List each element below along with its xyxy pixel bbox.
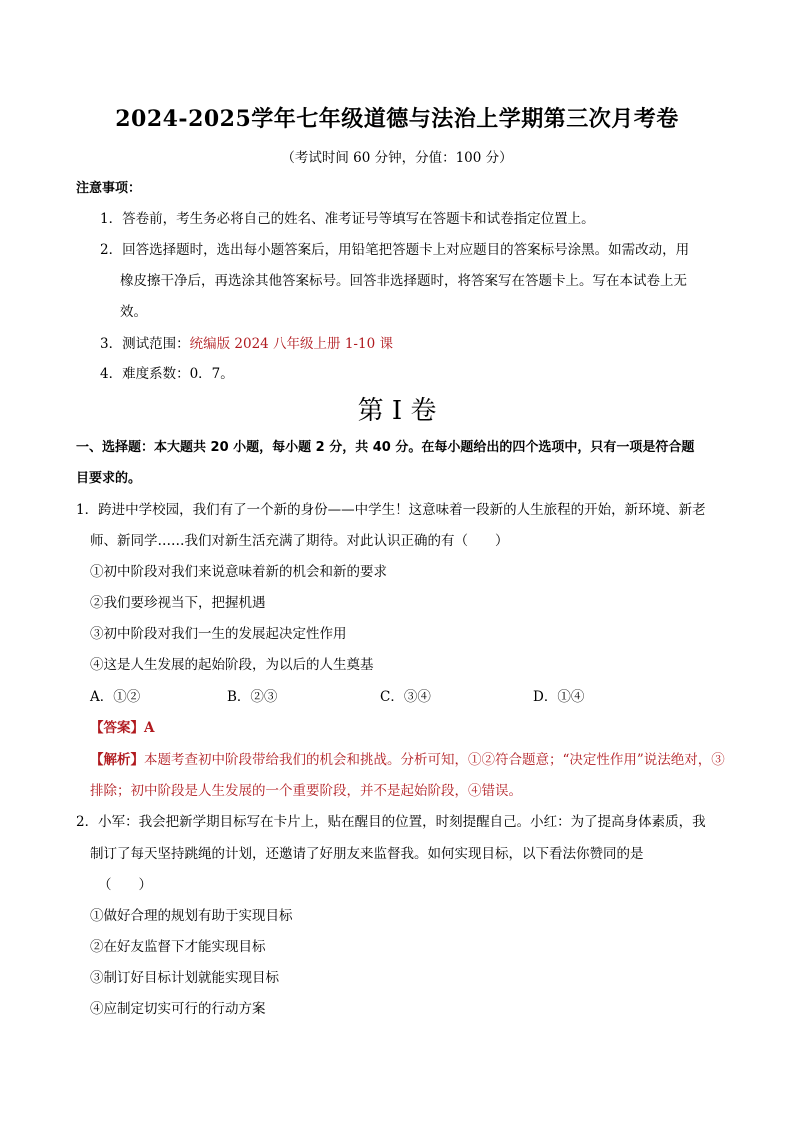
section-title: 第 I 卷 xyxy=(357,396,437,426)
notice-item-text: 测试范围： xyxy=(122,336,190,352)
notice-item-2-cont: 效。 xyxy=(120,304,147,320)
question-number: 1． xyxy=(76,502,99,518)
statement-item: ①初中阶段对我们来说意味着新的机会和新的要求 xyxy=(90,564,387,580)
answer-value: A xyxy=(144,720,155,736)
option-a: A．①② xyxy=(90,689,141,705)
notice-heading: 注意事项： xyxy=(76,181,142,196)
question-2-stem-cont: （ ） xyxy=(98,877,152,893)
notice-item-1 xyxy=(100,207,595,227)
exam-title: 2024-2025学年七年级道德与法治上学期第三次月考卷 xyxy=(115,106,679,132)
notice-item-3 xyxy=(100,332,393,352)
statement-item: ③制订好目标计划就能实现目标 xyxy=(90,970,279,986)
answer-label: 【答案】 xyxy=(90,720,144,736)
option-d: D．①④ xyxy=(533,689,585,705)
notice-item-number: 4． xyxy=(100,366,123,382)
question-2-stem-cont: 制订了每天坚持跳绳的计划，还邀请了好朋友来监督我。如何实现目标，以下看法你赞同的是 xyxy=(90,846,644,862)
notice-item-number: 1． xyxy=(100,211,123,227)
question-1-stem-cont: 师、新同学……我们对新生活充满了期待。对此认识正确的有（ ） xyxy=(90,533,509,549)
answer-line xyxy=(90,716,154,736)
notice-item-number: 2． xyxy=(100,242,123,258)
analysis-line xyxy=(90,748,725,768)
question-text: 跨进中学校园，我们有了一个新的身份——中学生！这意味着一段新的人生旅程的开始，新环境、新老 xyxy=(98,502,706,518)
notice-item-2-cont: 橡皮擦干净后，再选涂其他答案标号。回答非选择题时，将答案写在答题卡上。写在本试卷上无 xyxy=(120,273,687,289)
notice-item-text: 难度系数：0．7。 xyxy=(122,366,234,382)
question-number: 2． xyxy=(76,814,99,830)
notice-item-2 xyxy=(100,238,689,258)
notice-item-text: 回答选择题时，选出每小题答案后，用铅笔把答题卡上对应题目的答案标号涂黑。如需改动，用 xyxy=(122,242,690,258)
test-scope-text: 统编版 2024 八年级上册 1-10 课 xyxy=(189,336,393,352)
part1-heading: 一、选择题：本大题共 20 小题，每小题 2 分，共 40 分。在每小题给出的四个选项中，只有一项是符合题 xyxy=(76,440,695,455)
notice-item-4 xyxy=(100,362,234,382)
question-text: 小军：我会把新学期目标写在卡片上，贴在醒目的位置，时刻提醒自己。小红：为了提高身体素质，我 xyxy=(98,814,706,830)
notice-item-text: 答卷前，考生务必将自己的姓名、准考证号等填写在答题卡和试卷指定位置上。 xyxy=(122,211,595,227)
analysis-label: 【解析】 xyxy=(90,752,144,768)
question-2-stem xyxy=(76,810,706,830)
statement-item: ②我们要珍视当下，把握机遇 xyxy=(90,595,266,611)
analysis-line-cont: 排除；初中阶段是人生发展的一个重要阶段，并不是起始阶段，④错误。 xyxy=(90,783,522,799)
part1-heading-cont: 目要求的。 xyxy=(76,471,142,486)
statement-item: ①做好合理的规划有助于实现目标 xyxy=(90,908,293,924)
statement-item: ③初中阶段对我们一生的发展起决定性作用 xyxy=(90,626,347,642)
statement-item: ④这是人生发展的起始阶段，为以后的人生奠基 xyxy=(90,657,374,673)
option-c: C．③④ xyxy=(380,689,431,705)
statement-item: ②在好友监督下才能实现目标 xyxy=(90,939,266,955)
analysis-text: 本题考查初中阶段带给我们的机会和挑战。分析可知，①②符合题意；“决定性作用”说法绝对，③ xyxy=(144,752,725,768)
statement-item: ④应制定切实可行的行动方案 xyxy=(90,1001,266,1017)
exam-subtitle: （考试时间 60 分钟，分值：100 分） xyxy=(281,150,513,166)
question-1-stem xyxy=(76,498,706,518)
notice-item-number: 3． xyxy=(100,336,123,352)
option-b: B．②③ xyxy=(227,689,278,705)
